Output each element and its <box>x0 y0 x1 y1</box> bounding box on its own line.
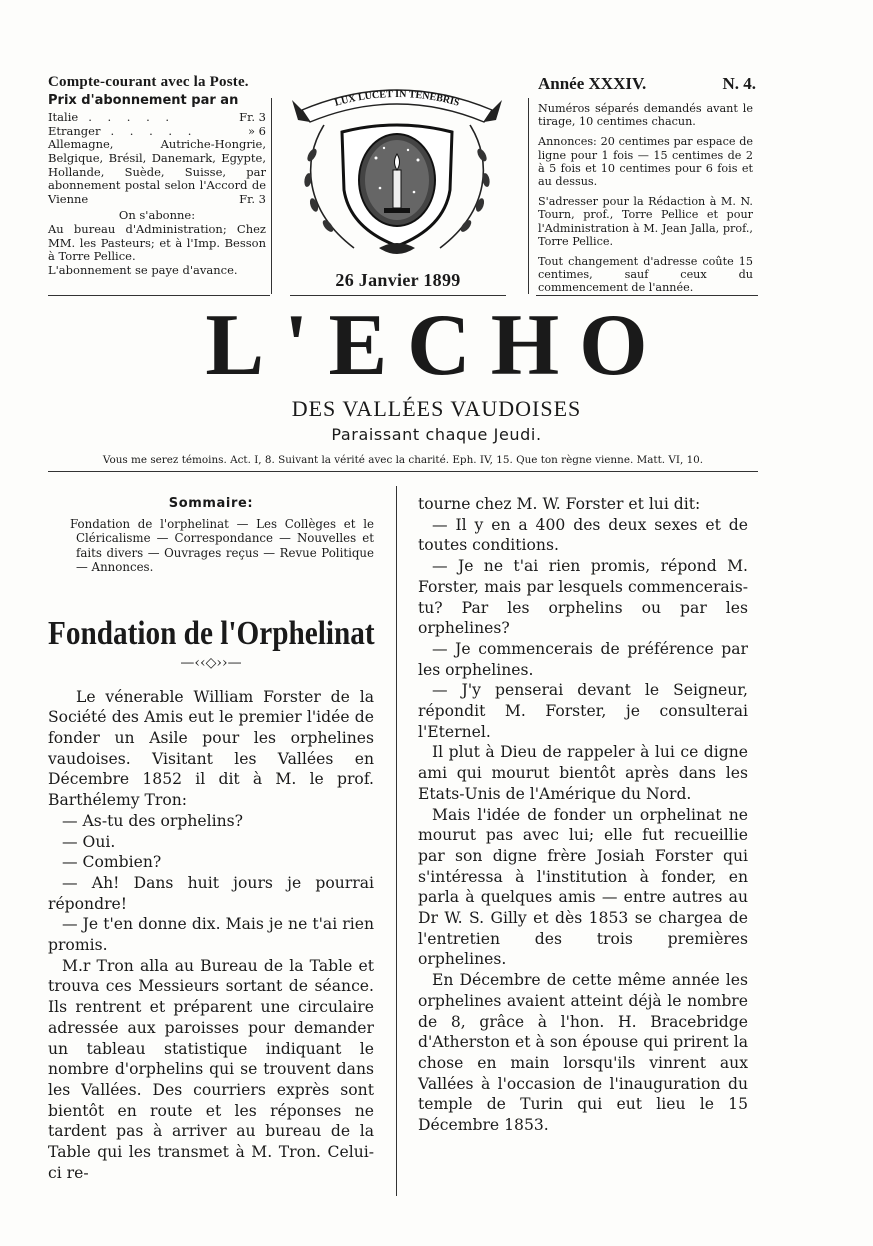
notices-box <box>538 102 753 302</box>
year-label: Année XXXIV. <box>538 74 647 93</box>
left-divider <box>271 98 272 294</box>
paragraph: tourne chez M. W. Forster et lui dit: <box>418 495 701 513</box>
masthead-rule <box>48 471 758 472</box>
scripture-motto: Vous me serez témoins. Act. I, 8. Suivant la vérité avec la charité. Eph. IV, 15. Que ton règne vienne. Matt. VI, 10. <box>102 454 704 466</box>
paragraph: — Je ne t'ai rien promis, répond M. Forster, mais par lesquels commencerais-tu? Par les orphelins ou par les orphelines? <box>418 557 748 638</box>
advance-note: L'abonnement se paye d'avance. <box>48 262 238 277</box>
column-left <box>48 494 374 1184</box>
subscribe-heading: On s'abonne: <box>118 208 196 223</box>
subscribe-text: Au bureau d'Administration; Chez MM. les Pasteurs; et à l'Imp. Besson à Torre Pellice. <box>48 221 266 264</box>
issue-info <box>538 74 756 94</box>
paragraph: Le vénerable William Forster de la Société des Amis eut le premier l'idée de fonder un Asile pour les orphelines vaudoises. Visitant les Vallées en Décembre 1852 il dit à M. le prof. Barthélemy Tron: <box>48 687 374 810</box>
paragraph: En Décembre de cette même année les orphelines avaient atteint déjà le nombre de 8, grâce à l'hon. H. Bracebridge d'Atherston et à son épouse qui prirent la chose en main lorsqu'ils vinrent aux Vallées à l'occasion de l'inauguration du temple de Turin qui eut lieu le 15 Décembre 1853. <box>418 971 748 1135</box>
notice-single-issue: Numéros séparés demandés avant le tirage, 10 centimes chacun. <box>538 102 753 129</box>
newspaper-tagline: Paraissant chaque Jeudi. <box>331 425 542 444</box>
paragraph: Mais l'idée de fonder un orphelinat ne mourut pas avec lui; elle fut recueillie par son digne frère Josiah Forster qui s'intéressa à l'institution à fonder, en parla à quelques amis — entre autres au Dr W. S. Gilly et dès 1853 se chargea de l'entretien des trois premières orphelines. <box>418 805 748 969</box>
flourish-ornament: —‹‹◇››— <box>180 654 242 671</box>
article-title: Fondation de l'Orphelinat <box>48 614 375 652</box>
countries-text: Allemagne, Autriche-Hongrie, Belgique, Brésil, Danemark, Egypte, Hollande, Suède, Suisse, par abonnement postal selon l'Accord de Vienne Fr. 3 <box>48 137 266 206</box>
article-body-col1 <box>48 687 374 1184</box>
notice-contact: S'adresser pour la Rédaction à M. N. Tourn, prof., Torre Pellice et pour l'Administration à M. Jean Jalla, prof., Torre Pellice. <box>538 195 753 248</box>
right-divider <box>528 98 529 294</box>
article-body-col2 <box>418 494 748 1136</box>
postal-account-heading: Compte-courant avec la Poste. <box>48 74 249 90</box>
paragraph: — Il y en a 400 des deux sexes et de toutes conditions. <box>418 515 748 555</box>
price-row-italie: Italie . . . . . Fr. 3 <box>48 110 266 125</box>
price-row-etranger: Etranger . . . . . » 6 <box>48 123 266 138</box>
subscription-heading: Prix d'abonnement par an <box>48 92 239 108</box>
paragraph: M.r Tron alla au Bureau de la Table et trouva ces Messieurs sortant de séance. Ils rentrent et préparent une circulaire adressée aux paroisses pour demander un tableau statistique indiquant le nombre d'orphelins qui se trouvent dans les Vallées. Des courriers exprès sont bientôt en route et les réponses ne tardent pas à arriver au bureau de la Table qui les transmet à M. Tron. Celui-ci re- <box>48 956 374 1182</box>
subscription-box <box>48 76 266 277</box>
paragraph: — Je commencerais de préférence par les orphelines. <box>418 639 748 679</box>
issue-number: N. 4. <box>722 74 756 93</box>
sommaire-heading: Sommaire: <box>168 496 254 511</box>
paragraph: Il plut à Dieu de rappeler à lui ce digne ami qui mourut bientôt après dans les Etats-Unis de l'Amérique du Nord. <box>418 743 748 803</box>
column-divider <box>396 486 397 1196</box>
notice-address-change: Tout changement d'adresse coûte 15 centimes, sauf ceux du commencement de l'année. <box>538 255 753 295</box>
paragraph: — Je t'en donne dix. Mais je ne t'ai rien promis. <box>48 915 374 955</box>
paragraph: — Combien? <box>62 853 162 872</box>
waldensian-candle-seal-icon <box>284 70 510 266</box>
issue-date: 26 Janvier 1899 <box>335 270 461 290</box>
newspaper-subtitle: DES VALLÉES VAUDOISES <box>291 396 582 421</box>
newspaper-title: L'ECHO <box>205 297 668 394</box>
paragraph: — Oui. <box>62 832 116 851</box>
paragraph: — As-tu des orphelins? <box>62 811 243 830</box>
emblem-motto: LUX LUCET IN TENEBRIS <box>333 88 461 109</box>
sommaire-text: Fondation de l'orphelinat — Les Collèges et le Cléricalisme — Correspondance — Nouvelles et faits divers — Ouvrages reçus — Revue Politique — Annonces. <box>70 517 374 575</box>
paragraph: — Ah! Dans huit jours je pourrai répondre! <box>48 873 374 913</box>
column-right <box>418 494 748 1136</box>
paragraph: — J'y penserai devant le Seigneur, répondit M. Forster, je consulterai l'Eternel. <box>418 681 748 741</box>
notice-ads: Annonces: 20 centimes par espace de ligne pour 1 fois — 15 centimes de 2 à 5 fois et 10 centimes pour 6 fois et au dessus. <box>538 135 753 189</box>
